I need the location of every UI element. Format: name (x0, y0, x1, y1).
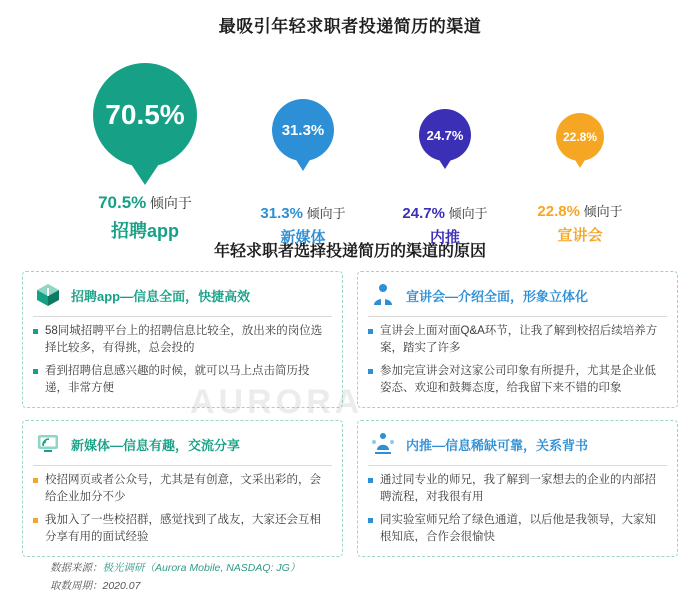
list-item: 我加入了一些校招群，感觉找到了战友，大家还会互相分享有用的面试经验 (33, 512, 332, 546)
pin-value-label: 31.3% (281, 121, 325, 139)
list-item: 校招网页或者公众号，尤其是有创意，文采出彩的，会给企业加分不少 (33, 472, 332, 506)
pin-marker (93, 63, 197, 185)
pin-chart (0, 41, 700, 246)
chart-pin-1 (228, 99, 378, 247)
pin-prefix: 倾向于 (583, 204, 623, 219)
card-bullet-list (33, 472, 332, 546)
list-item: 看到招聘信息感兴趣的时候，就可以马上点击简历投递，非常方便 (33, 363, 332, 397)
pin-prefix: 倾向于 (448, 206, 488, 221)
pin-caption (510, 201, 650, 220)
reason-card (357, 420, 678, 557)
pin-value-label: 22.8% (562, 130, 598, 144)
pin-bubble (419, 109, 471, 161)
reason-card-grid (22, 271, 678, 557)
pin-category: 内推 (429, 229, 460, 246)
footer-source-line (50, 559, 300, 577)
card-bullet-list (368, 323, 667, 397)
card-header (368, 429, 667, 466)
card-title: 招聘app—信息全面，快捷高效 (71, 288, 251, 304)
pin-bubble (272, 99, 334, 161)
footer (50, 559, 300, 595)
page-title: 最吸引年轻求职者投递简历的渠道 (218, 17, 482, 36)
pin-category: 招聘app (110, 221, 179, 241)
pin-tip (293, 155, 313, 171)
pin-percent: 70.5% (98, 193, 147, 212)
pin-caption (375, 203, 515, 222)
list-item: 参加完宣讲会对这家公司印象有所提升，尤其是企业低姿态、欢迎和鼓舞态度，给我留下来不错的印象 (368, 363, 667, 397)
card-header (33, 429, 332, 466)
list-item: 宣讲会上面对面Q&A环节，让我了解到校招后续培养方案，踏实了许多 (368, 323, 667, 357)
pin-percent: 31.3% (260, 205, 303, 222)
card-bullet-list (368, 472, 667, 546)
card-title: 宣讲会—介绍全面，形象立体化 (406, 288, 589, 304)
footer-source-prefix: 数据来源： (50, 562, 103, 574)
pin-bubble (556, 113, 604, 161)
card-header (33, 280, 332, 317)
list-item: 通过同专业的师兄，我了解到一家想去的企业的内部招聘流程，对我很有用 (368, 472, 667, 506)
chart-pin-3 (510, 113, 650, 245)
reason-card (357, 271, 678, 408)
chart-pin-2 (375, 109, 515, 247)
footer-period: 取数周期：2020.07 (50, 580, 141, 592)
pin-category: 新媒体 (280, 229, 326, 246)
reason-card (22, 420, 343, 557)
pin-marker (272, 99, 334, 171)
presenter-person-icon (368, 280, 398, 310)
pin-tip (436, 155, 454, 169)
card-title: 新媒体—信息有趣，交流分享 (71, 437, 241, 453)
pin-category: 宣讲会 (557, 227, 603, 244)
card-header (368, 280, 667, 317)
pin-prefix: 倾向于 (306, 206, 346, 221)
card-bullet-list (33, 323, 332, 397)
pin-marker (419, 109, 471, 169)
pin-marker (556, 113, 604, 168)
footer-source-name: 极光调研（Aurora Mobile, NASDAQ: JG） (102, 562, 301, 574)
pin-prefix: 倾向于 (149, 195, 192, 211)
chart-pin-0 (60, 63, 230, 243)
pin-tip (129, 161, 161, 185)
box-cube-icon (33, 280, 63, 310)
list-item: 同实验室师兄给了绿色通道，以后他是我领导，大家知根知底，合作会很愉快 (368, 512, 667, 546)
pin-value-label: 70.5% (105, 99, 185, 130)
section-title-reasons: 年轻求职者选择投递简历的渠道的原因 (213, 243, 486, 260)
person-network-icon (368, 429, 398, 459)
list-item: 58同城招聘平台上的招聘信息比较全，放出来的岗位选择比较多，有得挑，总会投的 (33, 323, 332, 357)
card-title: 内推—信息稀缺可靠，关系背书 (406, 437, 589, 453)
pin-percent: 24.7% (402, 205, 445, 222)
pin-tip (572, 155, 588, 168)
pin-percent: 22.8% (537, 203, 580, 220)
pin-caption (228, 203, 378, 222)
pin-bubble (93, 63, 197, 167)
pin-caption (60, 193, 230, 213)
screen-share-icon (33, 429, 63, 459)
pin-value-label: 24.7% (426, 127, 464, 143)
reason-card (22, 271, 343, 408)
